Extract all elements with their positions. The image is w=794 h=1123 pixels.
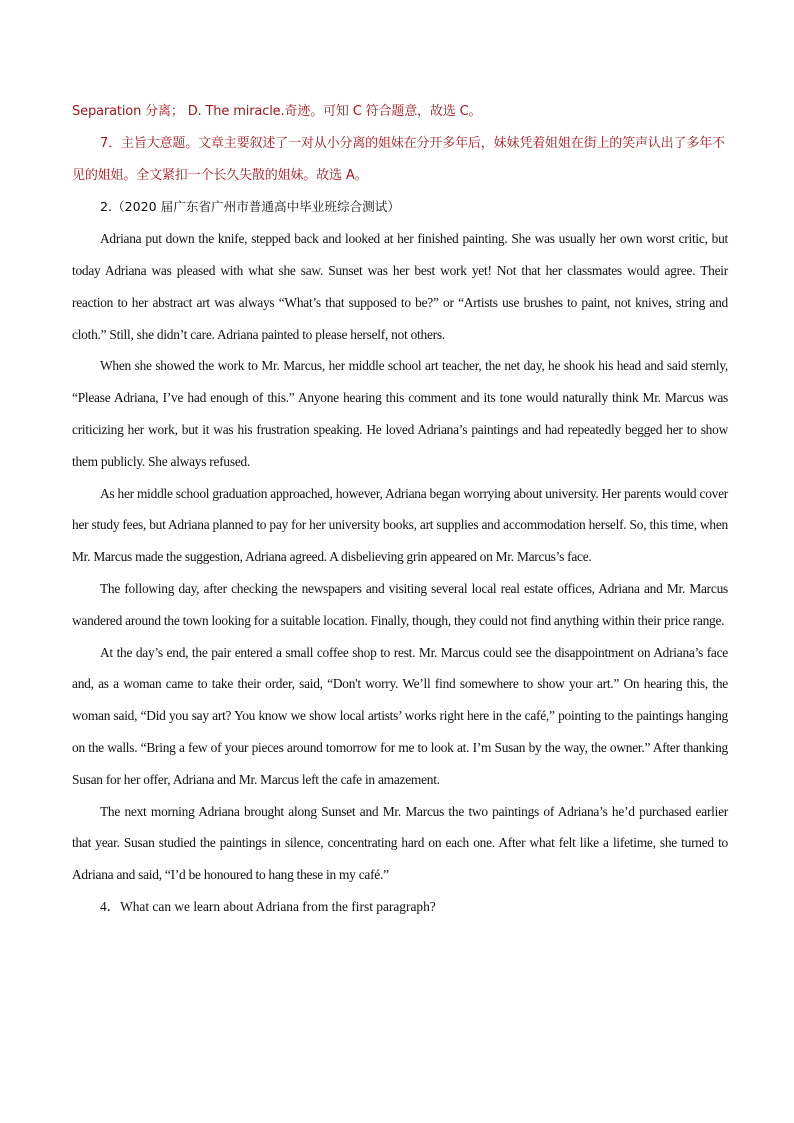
passage-paragraph-3: As her middle school graduation approached, however, Adriana began worrying about university. Her parents would cover her study fees, but Adriana planned to pay for her university books, art supplies and accommodation herself. So, this time, when Mr. Marcus made the suggestion, Adriana agreed. A disbelieving grin appeared on Mr. Marcus’s face. — [72, 485, 728, 565]
document-page — [72, 96, 728, 923]
answer-explanation-6: Separation 分离； D. The miracle.奇迹。可知 C 符合题意，故选 C。 — [72, 104, 482, 119]
passage-paragraph-4: The following day, after checking the newspapers and visiting several local real estate offices, Adriana and Mr. Marcus wandered around the town looking for a suitable location. Finally, though, they could not find anything within their price range. — [72, 580, 728, 628]
passage-paragraph-1: Adriana put down the knife, stepped back and looked at her finished painting. She was usually her own worst critic, but today Adriana was pleased with what she saw. Sunset was her best work yet! Not that her classmates would agree. Their reaction to her abstract art was always “What’s that supposed to be?” or “Artists use brushes to paint, not knives, string and cloth.” Still, she didn’t care. Adriana painted to please herself, not others. — [72, 231, 728, 342]
passage-paragraph-5: At the day’s end, the pair entered a small coffee shop to rest. Mr. Marcus could see the disappointment on Adriana’s face and, as a woman came to take their order, said, “Don't worry. We’ll find somewhere to show your art.” On hearing this, the woman said, “Did you say art? You know we show local artists’ works right here in the café,” pointing to the paintings hanging on the walls. “Bring a few of your pieces around tomorrow for me to look at. I’m Susan by the way, the owner.” After thanking Susan for her offer, Adriana and Mr. Marcus left the cafe in amazement. — [72, 644, 728, 787]
passage-paragraph-6: The next morning Adriana brought along Sunset and Mr. Marcus the two paintings of Adriana’s he’d purchased earlier that year. Susan studied the paintings in silence, concentrating hard on each one. After what felt like a lifetime, she turned to Adriana and said, “I’d be honoured to hang these in my café.” — [72, 803, 728, 883]
passage-source: 2.（2020 届广东省广州市普通高中毕业班综合测试） — [100, 199, 400, 215]
passage-paragraph-2: When she showed the work to Mr. Marcus, her middle school art teacher, the net day, he shook his head and said sternly, “Please Adriana, I’ve had enough of this.” Anyone hearing this comment and its tone would naturally think Mr. Marcus was criticizing her work, but it was his frustration speaking. He loved Adriana’s paintings and had repeatedly begged her to show them publicly. She always refused. — [72, 358, 728, 469]
answer-explanation-7: 7．主旨大意题。文章主要叙述了一对从小分离的姐妹在分开多年后，妹妹凭着姐姐在街上的笑声认出了多年不见的姐姐。全文紧扣一个长久失散的姐妹。故选 A。 — [72, 135, 725, 183]
question-4: 4．What can we learn about Adriana from the first paragraph? — [100, 898, 436, 914]
